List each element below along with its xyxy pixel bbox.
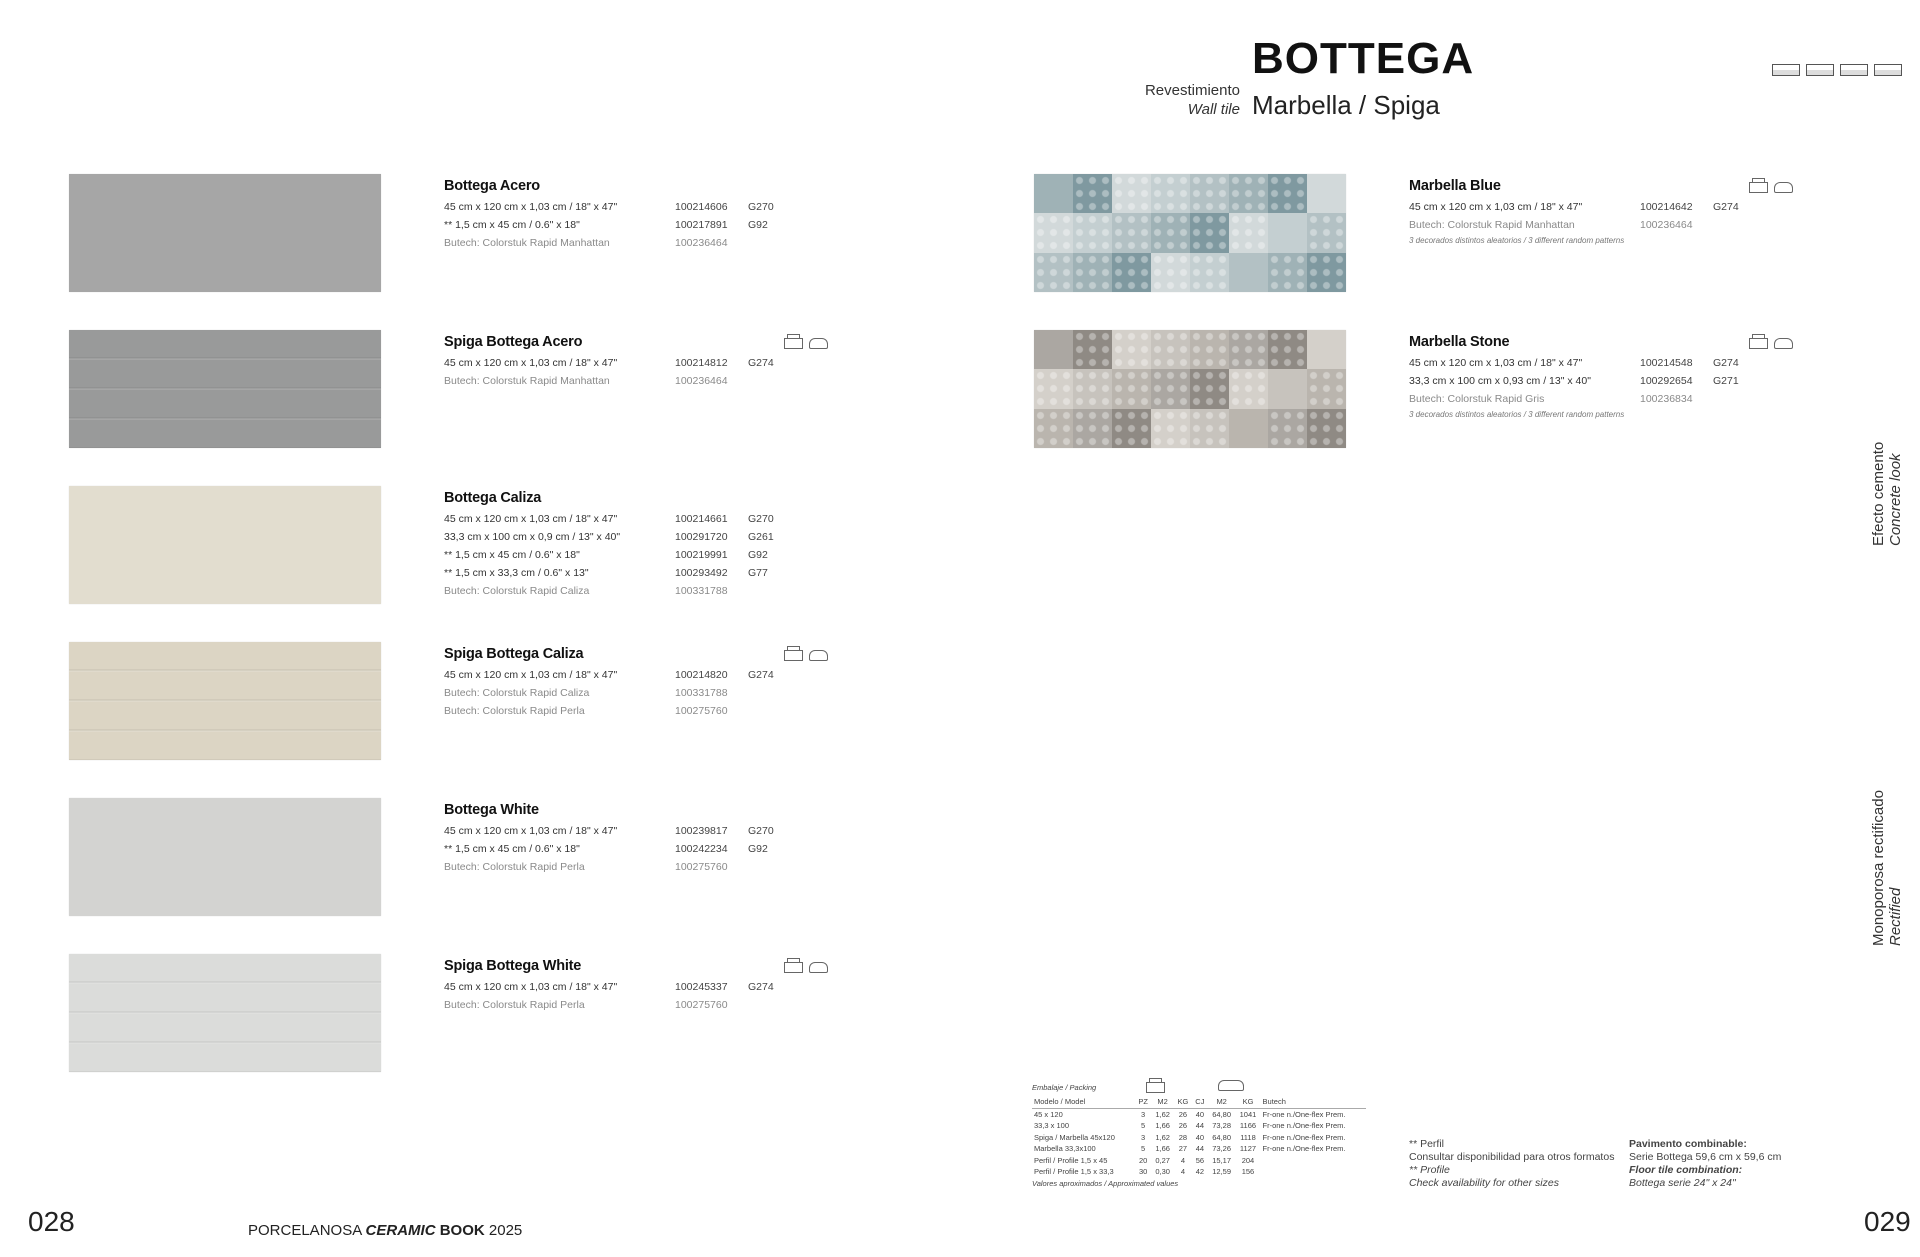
pattern-cell xyxy=(1307,330,1346,369)
spec-grade: G274 xyxy=(748,357,774,369)
wall-tile-icon xyxy=(1840,64,1868,76)
profile-note-title-es: ** Perfil xyxy=(1409,1138,1445,1150)
spec-row xyxy=(444,372,874,390)
packing-cell: 26 xyxy=(1178,1109,1188,1119)
spec-description: 45 cm x 120 cm x 1,03 cm / 18" x 47" xyxy=(444,357,618,369)
spec-code: 100292654 xyxy=(1640,375,1693,387)
page-number-right: 029 xyxy=(1864,1206,1911,1237)
spec-grade: G261 xyxy=(748,531,774,543)
pallet-icon xyxy=(809,962,828,973)
spec-grade: G270 xyxy=(748,825,774,837)
spec-grade: G274 xyxy=(748,669,774,681)
product-block xyxy=(444,490,874,600)
product-name: Marbella Stone xyxy=(1409,334,1510,350)
side-effect-label xyxy=(1870,442,1904,546)
packing-cell: 4 xyxy=(1180,1167,1185,1177)
product-block xyxy=(1409,334,1839,419)
pallet-icon xyxy=(809,338,828,349)
packing-cell: 1,62 xyxy=(1155,1132,1170,1142)
side-body-en: Rectified xyxy=(1887,887,1904,946)
packing-icons xyxy=(784,650,828,661)
packing-cell: Fr-one n./One-flex Prem. xyxy=(1262,1144,1346,1154)
packing-cell xyxy=(1261,1155,1366,1167)
pattern-cell xyxy=(1229,174,1268,213)
spec-description: ** 1,5 cm x 45 cm / 0.6" x 18" xyxy=(444,219,580,231)
spec-code: 100236464 xyxy=(675,375,728,387)
spec-description: Butech: Colorstuk Rapid Caliza xyxy=(444,687,590,699)
packing-cell: Spiga / Marbella 45x120 xyxy=(1034,1132,1115,1142)
pattern-cell xyxy=(1073,409,1112,448)
product-name: Spiga Bottega Caliza xyxy=(444,646,584,662)
packing-cell: 44 xyxy=(1195,1144,1205,1154)
collection-title: BOTTEGA xyxy=(1252,34,1475,83)
rectified-tile-icon xyxy=(1874,64,1902,76)
spec-row xyxy=(444,354,874,372)
spec-code: 100242234 xyxy=(675,843,728,855)
spec-code: 100331788 xyxy=(675,585,728,597)
packing-cell: 73,26 xyxy=(1212,1144,1232,1154)
combination-title-es: Pavimento combinable: xyxy=(1629,1138,1747,1150)
packing-cell: 30 xyxy=(1138,1167,1148,1177)
spec-code: 100236834 xyxy=(1640,393,1693,405)
combination-note xyxy=(1629,1138,1829,1190)
spec-code: 100275760 xyxy=(675,861,728,873)
packing-cell: Fr-one n./One-flex Prem. xyxy=(1262,1121,1346,1131)
packing-icons xyxy=(784,962,828,973)
spec-code: 100236464 xyxy=(675,237,728,249)
packing-cell: 5 xyxy=(1141,1121,1146,1131)
spec-row xyxy=(444,996,874,1014)
pattern-cell xyxy=(1073,213,1112,252)
packing-cell: 1,66 xyxy=(1155,1121,1170,1131)
spec-row xyxy=(444,564,874,582)
spec-row xyxy=(444,978,874,996)
spec-description: ** 1,5 cm x 45 cm / 0.6" x 18" xyxy=(444,549,580,561)
profile-note xyxy=(1409,1138,1629,1190)
spec-code: 100245337 xyxy=(675,981,728,993)
packing-cell: 45 x 120 xyxy=(1034,1109,1063,1119)
packing-title: Embalaje / Packing xyxy=(1032,1083,1097,1092)
combination-es: Serie Bottega 59,6 cm x 59,6 cm xyxy=(1629,1151,1782,1163)
packing-cell: 64,80 xyxy=(1212,1132,1232,1142)
spec-grade: G270 xyxy=(748,201,774,213)
pattern-cell xyxy=(1112,409,1151,448)
packing-header-cell: KG xyxy=(1235,1096,1260,1108)
side-effect-en: Concrete look xyxy=(1887,453,1904,546)
pallet-icon xyxy=(809,650,828,661)
spec-row xyxy=(444,684,874,702)
spec-grade: G274 xyxy=(1713,201,1739,213)
product-name: Bottega White xyxy=(444,802,539,818)
packing-cell: Perfil / Profile 1,5 x 45 xyxy=(1034,1155,1108,1165)
packing-header-cell: KG xyxy=(1174,1096,1192,1108)
packing-cell: Fr-one n./One-flex Prem. xyxy=(1262,1132,1346,1142)
spec-row xyxy=(444,216,874,234)
spec-code: 100214820 xyxy=(675,669,728,681)
spec-row xyxy=(444,822,874,840)
spec-description: Butech: Colorstuk Rapid Perla xyxy=(444,705,585,717)
product-name: Bottega Acero xyxy=(444,178,540,194)
profile-note-es: Consultar disponibilidad para otros formatos xyxy=(1409,1151,1615,1163)
pattern-cell xyxy=(1268,409,1307,448)
packing-header-cell: CJ xyxy=(1192,1096,1208,1108)
product-block xyxy=(444,958,874,1014)
pattern-cell xyxy=(1190,369,1229,408)
packing-cell: 3 xyxy=(1141,1109,1146,1119)
box-icon xyxy=(784,962,803,973)
tile-image-marbella-blue xyxy=(1034,174,1346,292)
spec-row xyxy=(1409,372,1839,390)
spec-description: ** 1,5 cm x 45 cm / 0.6" x 18" xyxy=(444,843,580,855)
packing-header-cell: M2 xyxy=(1151,1096,1174,1108)
page-number-left: 028 xyxy=(28,1206,75,1237)
packing-cell: 1127 xyxy=(1239,1144,1257,1154)
packing-cell: 44 xyxy=(1195,1121,1205,1131)
pattern-cell xyxy=(1268,174,1307,213)
spec-row xyxy=(1409,390,1839,408)
product-name: Spiga Bottega White xyxy=(444,958,582,974)
spec-row xyxy=(444,840,874,858)
spec-grade: G271 xyxy=(1713,375,1739,387)
tile-image-bottega-acero xyxy=(69,174,381,292)
packing-cell: 27 xyxy=(1178,1144,1188,1154)
box-icon xyxy=(784,338,803,349)
packing-table xyxy=(1032,1078,1366,1188)
spec-code: 100275760 xyxy=(675,705,728,717)
packing-cell: 26 xyxy=(1178,1121,1188,1131)
spec-row xyxy=(444,528,874,546)
spec-description: 45 cm x 120 cm x 1,03 cm / 18" x 47" xyxy=(444,513,618,525)
box-icon xyxy=(1146,1082,1165,1093)
tile-image-marbella-stone xyxy=(1034,330,1346,448)
product-name: Marbella Blue xyxy=(1409,178,1501,194)
spec-row xyxy=(1409,354,1839,372)
packing-row xyxy=(1032,1108,1366,1120)
pattern-cell xyxy=(1190,330,1229,369)
spec-code: 100291720 xyxy=(675,531,728,543)
packing-cell: 204 xyxy=(1241,1155,1255,1165)
pattern-cell xyxy=(1112,330,1151,369)
spec-description: Butech: Colorstuk Rapid Manhattan xyxy=(444,237,610,249)
packing-cell: 3 xyxy=(1141,1132,1146,1142)
profile-note-en: Check availability for other sizes xyxy=(1409,1177,1559,1189)
pattern-cell xyxy=(1229,330,1268,369)
box-icon xyxy=(784,650,803,661)
packing-cell: 28 xyxy=(1178,1132,1188,1142)
packing-cell: 73,28 xyxy=(1212,1121,1232,1131)
spec-description: Butech: Colorstuk Rapid Caliza xyxy=(444,585,590,597)
spec-description: Butech: Colorstuk Rapid Perla xyxy=(444,861,585,873)
combination-title-en: Floor tile combination: xyxy=(1629,1164,1743,1176)
pattern-cell xyxy=(1229,369,1268,408)
pattern-cell xyxy=(1112,369,1151,408)
spec-description: 45 cm x 120 cm x 1,03 cm / 18" x 47" xyxy=(1409,357,1583,369)
packing-row xyxy=(1032,1155,1366,1167)
pattern-note: 3 decorados distintos aleatorios / 3 different random patterns xyxy=(1409,410,1625,419)
product-block xyxy=(444,802,874,876)
pattern-cell xyxy=(1307,369,1346,408)
packing-header-cell: PZ xyxy=(1135,1096,1151,1108)
spec-row xyxy=(444,858,874,876)
product-block xyxy=(444,178,874,252)
footer-brand xyxy=(248,1222,522,1239)
pattern-cell xyxy=(1307,174,1346,213)
pattern-cell xyxy=(1151,330,1190,369)
footer-book-b: BOOK xyxy=(439,1222,485,1239)
packing-row xyxy=(1032,1120,1366,1132)
pattern-cell xyxy=(1268,330,1307,369)
pattern-cell xyxy=(1073,369,1112,408)
side-body-es: Monoporosa rectificado xyxy=(1870,790,1887,946)
packing-cell: 40 xyxy=(1195,1132,1205,1142)
spec-row xyxy=(1409,216,1839,234)
packing-cell: 1,66 xyxy=(1155,1144,1170,1154)
product-block xyxy=(444,334,874,390)
product-name: Bottega Caliza xyxy=(444,490,542,506)
packing-cell: 42 xyxy=(1195,1167,1205,1177)
pattern-cell xyxy=(1190,253,1229,292)
spec-description: Butech: Colorstuk Rapid Gris xyxy=(1409,393,1545,405)
packing-cell: 15,17 xyxy=(1212,1155,1232,1165)
spec-code: 100275760 xyxy=(675,999,728,1011)
spec-description: ** 1,5 cm x 33,3 cm / 0.6" x 13" xyxy=(444,567,589,579)
pallet-icon xyxy=(1774,182,1793,193)
spec-code: 100219991 xyxy=(675,549,728,561)
pattern-cell xyxy=(1268,369,1307,408)
packing-cell: 1,62 xyxy=(1155,1109,1170,1119)
spec-code: 100236464 xyxy=(1640,219,1693,231)
pattern-cell xyxy=(1112,253,1151,292)
footer-brand-name: PORCELANOSA xyxy=(248,1222,362,1239)
packing-cell: 12,59 xyxy=(1212,1167,1232,1177)
spec-code: 100239817 xyxy=(675,825,728,837)
spec-code: 100217891 xyxy=(675,219,728,231)
packing-row xyxy=(1032,1143,1366,1155)
packing-cell: 156 xyxy=(1241,1167,1255,1177)
pattern-cell xyxy=(1229,409,1268,448)
pattern-cell xyxy=(1268,213,1307,252)
product-name: Spiga Bottega Acero xyxy=(444,334,583,350)
spec-row xyxy=(444,546,874,564)
spec-description: Butech: Colorstuk Rapid Perla xyxy=(444,999,585,1011)
pattern-cell xyxy=(1229,213,1268,252)
side-effect-es: Efecto cemento xyxy=(1870,441,1887,546)
floor-tile-icon xyxy=(1772,64,1800,76)
spec-code: 100214642 xyxy=(1640,201,1693,213)
combination-en: Bottega serie 24" x 24" xyxy=(1629,1177,1736,1189)
spec-row xyxy=(444,198,874,216)
pattern-cell xyxy=(1307,409,1346,448)
box-icon xyxy=(1749,338,1768,349)
format-tile-icon xyxy=(1806,64,1834,76)
side-body-label xyxy=(1870,790,1904,946)
packing-cell xyxy=(1261,1166,1366,1178)
packing-cell: 1041 xyxy=(1239,1109,1257,1119)
tile-image-bottega-white xyxy=(69,798,381,916)
spec-description: Butech: Colorstuk Rapid Manhattan xyxy=(1409,219,1575,231)
footer-book-a: CERAMIC xyxy=(365,1222,436,1239)
pattern-cell xyxy=(1034,213,1073,252)
pattern-cell xyxy=(1151,253,1190,292)
spec-code: 100293492 xyxy=(675,567,728,579)
packing-icons xyxy=(1749,182,1793,193)
spec-code: 100214606 xyxy=(675,201,728,213)
spec-row xyxy=(444,582,874,600)
spec-code: 100214812 xyxy=(675,357,728,369)
spec-row xyxy=(1409,198,1839,216)
packing-cell: 0,27 xyxy=(1155,1155,1170,1165)
spec-grade: G274 xyxy=(1713,357,1739,369)
pallet-icon xyxy=(1774,338,1793,349)
pattern-note: 3 decorados distintos aleatorios / 3 different random patterns xyxy=(1409,236,1625,245)
pattern-grid xyxy=(1034,330,1346,448)
footer-year: 2025 xyxy=(488,1222,523,1239)
pattern-cell xyxy=(1190,213,1229,252)
packing-cell: Fr-one n./One-flex Prem. xyxy=(1262,1109,1346,1119)
packing-cell: 56 xyxy=(1195,1155,1205,1165)
packing-cell: Perfil / Profile 1,5 x 33,3 xyxy=(1034,1167,1114,1177)
pattern-cell xyxy=(1151,409,1190,448)
packing-cell: 0,30 xyxy=(1155,1167,1170,1177)
product-block xyxy=(444,646,874,720)
spec-description: 45 cm x 120 cm x 1,03 cm / 18" x 47" xyxy=(1409,201,1583,213)
pattern-cell xyxy=(1190,174,1229,213)
pattern-cell xyxy=(1034,253,1073,292)
spec-row xyxy=(444,510,874,528)
pattern-cell xyxy=(1190,409,1229,448)
spec-description: 45 cm x 120 cm x 1,03 cm / 18" x 47" xyxy=(444,825,618,837)
collection-subtitle: Marbella / Spiga xyxy=(1252,90,1440,120)
profile-note-title-en: ** Profile xyxy=(1409,1164,1450,1176)
pattern-cell xyxy=(1073,174,1112,213)
pattern-cell xyxy=(1307,213,1346,252)
spec-code: 100331788 xyxy=(675,687,728,699)
spec-grade: G274 xyxy=(748,981,774,993)
pattern-cell xyxy=(1073,330,1112,369)
packing-header-cell: Butech xyxy=(1261,1096,1366,1108)
packing-cell: 64,80 xyxy=(1212,1109,1232,1119)
spec-grade: G92 xyxy=(748,549,768,561)
packing-icons xyxy=(1749,338,1793,349)
tile-image-bottega-caliza xyxy=(69,486,381,604)
packing-cell: 4 xyxy=(1180,1155,1185,1165)
box-icon xyxy=(1749,182,1768,193)
product-block xyxy=(1409,178,1839,245)
spec-row xyxy=(444,234,874,252)
spec-description: 45 cm x 120 cm x 1,03 cm / 18" x 47" xyxy=(444,201,618,213)
packing-footnote: Valores aproximados / Approximated values xyxy=(1032,1178,1179,1188)
pattern-cell xyxy=(1268,253,1307,292)
type-label-es: Revestimiento xyxy=(1144,82,1240,99)
header-icon-group xyxy=(1772,64,1902,76)
packing-row xyxy=(1032,1166,1366,1178)
pattern-cell xyxy=(1034,409,1073,448)
spec-code: 100214661 xyxy=(675,513,728,525)
pattern-cell xyxy=(1034,330,1073,369)
tile-image-spiga-bottega-acero xyxy=(69,330,381,448)
spec-grade: G92 xyxy=(748,219,768,231)
spec-description: 45 cm x 120 cm x 1,03 cm / 18" x 47" xyxy=(444,981,618,993)
spec-row xyxy=(444,702,874,720)
pattern-cell xyxy=(1151,369,1190,408)
spec-grade: G92 xyxy=(748,843,768,855)
pattern-cell xyxy=(1307,253,1346,292)
packing-cell: 33,3 x 100 xyxy=(1034,1121,1070,1131)
pattern-cell xyxy=(1112,213,1151,252)
packing-header-cell: Modelo / Model xyxy=(1032,1096,1135,1108)
pattern-cell xyxy=(1229,253,1268,292)
spec-description: 33,3 cm x 100 cm x 0,93 cm / 13" x 40" xyxy=(1409,375,1591,387)
packing-cell: 40 xyxy=(1195,1109,1205,1119)
tile-image-spiga-bottega-caliza xyxy=(69,642,381,760)
spec-grade: G77 xyxy=(748,567,768,579)
pattern-cell xyxy=(1034,369,1073,408)
pattern-cell xyxy=(1073,253,1112,292)
spec-description: 33,3 cm x 100 cm x 0,9 cm / 13" x 40" xyxy=(444,531,621,543)
pallet-icon xyxy=(1218,1080,1244,1091)
packing-cell: Marbella 33,3x100 xyxy=(1034,1144,1096,1154)
packing-cell: 1118 xyxy=(1240,1132,1256,1142)
pattern-cell xyxy=(1112,174,1151,213)
tile-image-spiga-bottega-white xyxy=(69,954,381,1072)
pattern-cell xyxy=(1034,174,1073,213)
spec-row xyxy=(444,666,874,684)
pattern-grid xyxy=(1034,174,1346,292)
packing-header-cell: M2 xyxy=(1208,1096,1236,1108)
spec-description: 45 cm x 120 cm x 1,03 cm / 18" x 47" xyxy=(444,669,618,681)
spec-code: 100214548 xyxy=(1640,357,1693,369)
pattern-cell xyxy=(1151,174,1190,213)
packing-cell: 20 xyxy=(1138,1155,1148,1165)
packing-cell: 5 xyxy=(1141,1144,1146,1154)
packing-icons xyxy=(784,338,828,349)
pattern-cell xyxy=(1151,213,1190,252)
spec-description: Butech: Colorstuk Rapid Manhattan xyxy=(444,375,610,387)
packing-cell: 1166 xyxy=(1239,1121,1257,1131)
spec-grade: G270 xyxy=(748,513,774,525)
packing-row xyxy=(1032,1132,1366,1144)
type-label-en: Wall tile xyxy=(1187,101,1240,118)
